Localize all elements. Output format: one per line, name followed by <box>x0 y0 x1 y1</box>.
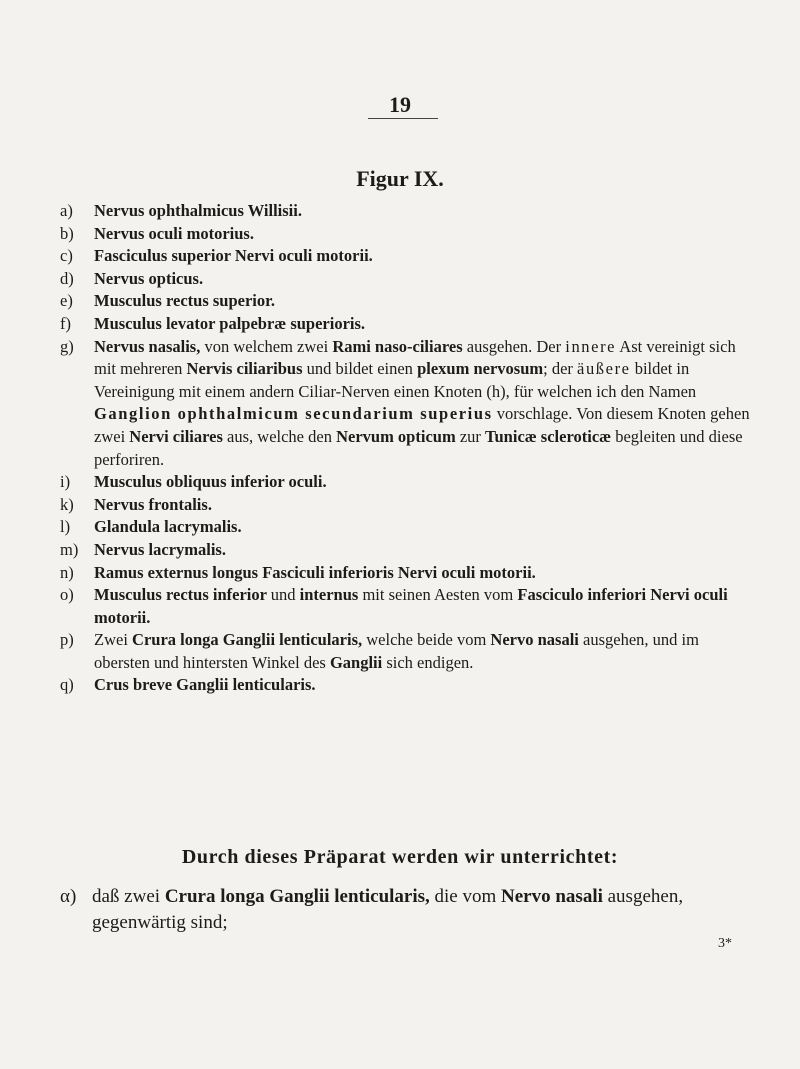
text-run: mit seinen Aesten vom <box>362 585 518 605</box>
legend-item-e <box>60 290 750 313</box>
legend-item-o <box>60 584 750 629</box>
legend-item-b <box>60 223 750 246</box>
text-run: daß zwei <box>92 886 165 907</box>
item-text: Fasciculus superior Nervi oculi motorii. <box>94 246 373 266</box>
item-label: f) <box>60 313 71 333</box>
item-label: g) <box>60 336 74 356</box>
page-number: 19 <box>389 92 411 117</box>
item-text: Musculus levator palpebræ superioris. <box>94 313 366 333</box>
item-label: p) <box>60 630 74 650</box>
legend-item-p <box>60 629 750 674</box>
item-label: k) <box>60 494 74 514</box>
item-text <box>94 337 750 469</box>
text-run: welche beide vom <box>366 630 491 650</box>
header-rule <box>368 118 438 119</box>
item-label: i) <box>60 472 71 492</box>
item-label: m) <box>60 539 79 559</box>
item-text: Musculus obliquus inferior oculi. <box>94 472 327 492</box>
legend-item-k <box>60 494 750 517</box>
item-label: d) <box>60 268 74 288</box>
text-run: Nervo nasali <box>490 630 584 650</box>
item-text <box>94 585 728 627</box>
text-run: Tunicæ scleroticæ <box>485 426 616 446</box>
item-label: n) <box>60 562 74 582</box>
item-text: Crus breve Ganglii lenticularis. <box>94 675 316 695</box>
legend-item-l <box>60 516 750 539</box>
text-run: Nervus nasalis, <box>94 336 205 356</box>
item-label: c) <box>60 246 73 266</box>
legend-item-m <box>60 539 750 562</box>
item-text: Nervus oculi motorius. <box>94 223 254 243</box>
text-run: innere <box>565 336 617 356</box>
legend-item-g <box>60 336 750 472</box>
item-label: b) <box>60 223 74 243</box>
item-label: e) <box>60 291 73 311</box>
item-label: α) <box>60 886 77 907</box>
text-run: die vom <box>434 886 502 907</box>
text-run: internus <box>299 585 363 605</box>
item-label: o) <box>60 585 74 605</box>
text-run: Ganglii <box>329 652 387 672</box>
text-run: Nervum opticum <box>336 426 460 446</box>
item-text: Nervus frontalis. <box>94 494 212 514</box>
text-run: und <box>270 585 300 605</box>
text-run: Crura longa Ganglii lenticularis, <box>164 886 435 907</box>
legend-item-q <box>60 674 750 697</box>
item-text: Nervus lacrymalis. <box>94 539 226 559</box>
text-run: plexum nervosum <box>417 359 544 379</box>
text-run: Zwei <box>94 630 133 650</box>
item-label: l) <box>60 517 71 537</box>
text-run: zur <box>459 426 486 446</box>
text-run: Crura longa Ganglii lenticularis, <box>132 630 367 650</box>
legend-item-c <box>60 245 750 268</box>
legend-item-a <box>60 200 750 223</box>
text-run: vorschlage. Von diesem Knoten gehen zwei <box>94 404 750 446</box>
item-text: Nervus opticus. <box>94 268 204 288</box>
item-text: Ramus externus longus Fasciculi inferioris Nervi oculi motorii. <box>94 562 536 582</box>
text-run: bildet in Vereinigung mit einem andern Ciliar-Nerven einen Knoten (h), für welchen ich den Namen <box>94 359 697 401</box>
text-run: ausgehen, und im obersten und hintersten Winkel des <box>94 630 699 672</box>
item-label: q) <box>60 675 74 695</box>
text-run: Ganglion ophthalmicum secundarium superius <box>94 404 493 424</box>
text-run: Fasciculo inferiori Nervi oculi motorii. <box>94 585 728 627</box>
legend-item-i <box>60 471 750 494</box>
text-run: und bildet einen <box>306 359 418 379</box>
item-label: a) <box>60 201 73 220</box>
text-run: Nervi ciliares <box>129 426 228 446</box>
text-run: Musculus rectus inferior <box>94 585 271 605</box>
figure-heading: Figur IX. <box>356 166 444 191</box>
legend-item-f <box>60 313 750 336</box>
legend-list <box>60 200 750 697</box>
text-run: Ast vereinigt sich mit mehreren <box>94 336 736 379</box>
signature-mark: 3* <box>718 936 732 951</box>
legend-item-d <box>60 268 750 291</box>
text-run: Nervo nasali <box>501 886 608 907</box>
item-text <box>94 630 699 672</box>
text-run: von welchem zwei <box>204 336 333 356</box>
item-text: Nervus ophthalmicus Willisii. <box>94 201 302 220</box>
item-text: Glandula lacrymalis. <box>94 517 242 537</box>
conclusion-item-alpha <box>60 884 760 936</box>
text-run: ausgehen, gegenwärtig sind; <box>92 886 684 933</box>
legend-item-n <box>60 562 750 585</box>
text-run: Nervis ciliaribus <box>186 359 307 379</box>
text-run: äußere <box>577 359 631 379</box>
text-run: begleiten und diese perforiren. <box>94 426 743 469</box>
text-run: sich endigen. <box>386 652 474 672</box>
text-run: ausgehen. Der <box>466 336 566 356</box>
item-text: Musculus rectus superior. <box>94 291 276 311</box>
text-run: aus, welche den <box>227 426 337 446</box>
section-subheading: Durch dieses Präparat werden wir unterrichtet: <box>181 846 619 868</box>
item-text <box>60 884 760 936</box>
text-run: ; der <box>543 359 578 379</box>
text-run: Rami naso-ciliares <box>332 336 467 356</box>
